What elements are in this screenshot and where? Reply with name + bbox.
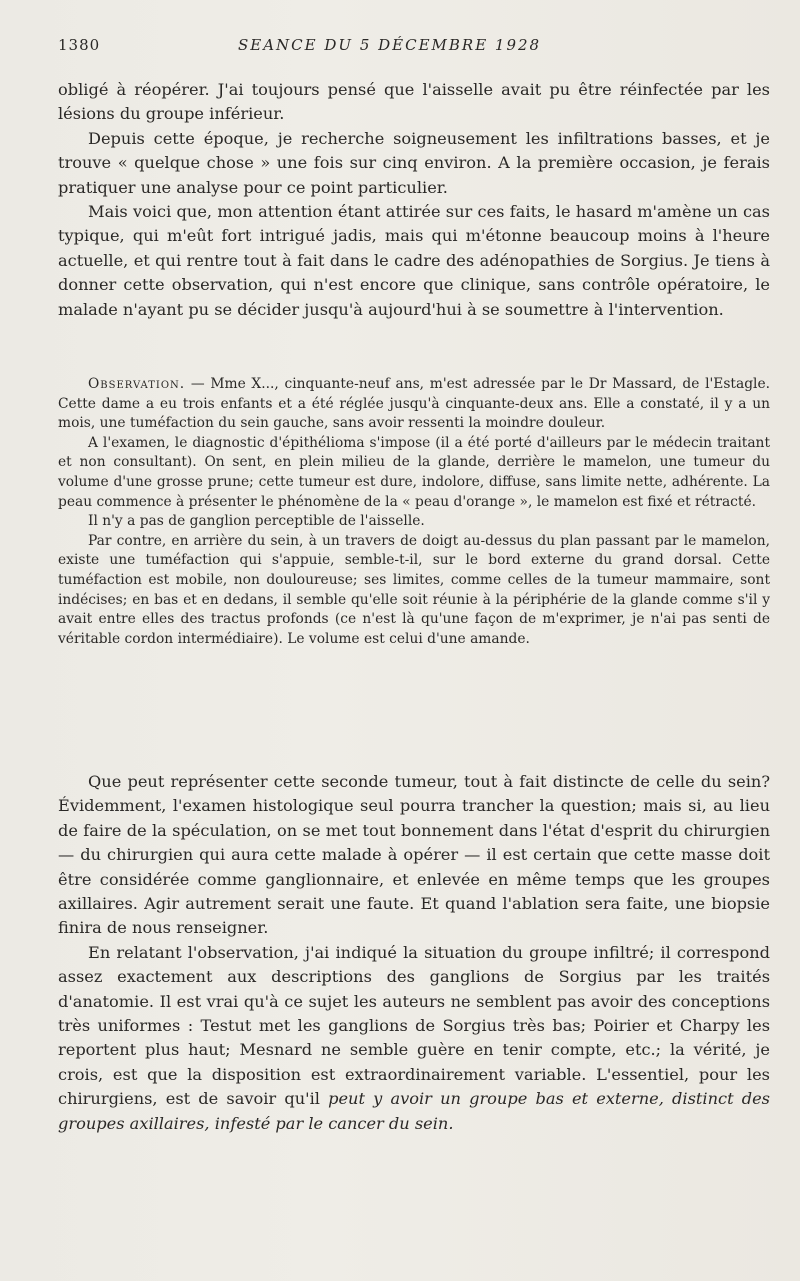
paragraph: obligé à réopérer. J'ai toujours pensé que l'aisselle avait pu être réinfectée par les lésions du groupe inférieur. — [58, 80, 770, 124]
page-header — [58, 36, 770, 58]
observation-block — [58, 375, 770, 649]
observation-paragraph — [58, 375, 770, 434]
observation-label: Observation. — [88, 376, 186, 392]
discussion-text — [58, 770, 770, 1136]
observation-text: — Mme X..., cinquante-neuf ans, m'est adressée par le Dr Massard, de l'Estagle. Cette dame a eu trois enfants et a été réglée jusqu'à cinquante-deux ans. Elle a constaté, il y a un mois, une tuméfaction du sein gauche, sans avoir ressenti la moindre douleur. — [58, 376, 770, 432]
observation-paragraph: Par contre, en arrière du sein, à un travers de doigt au-dessus du plan passant par le mamelon, existe une tuméfaction qui s'appuie, semble-t-il, sur le bord externe du grand dorsal. Cette tuméfaction est mobile, non douloureuse; ses limites, comme celles de la tumeur mammaire, sont indécises; en bas et en dedans, il semble qu'elle soit réunie à la périphérie de la glande comme s'il y avait entre elles des tractus profonds (ce n'est là qu'une façon de m'exprimer, je n'ai pas senti de véritable cordon intermédiaire). Le volume est celui d'une amande. — [58, 532, 770, 647]
paragraph: Depuis cette époque, je recherche soigneusement les infiltrations basses, et je trouve « quelque chose » une fois sur cinq environ. A la première occasion, je ferais pratiquer une analyse pour ce point particulier. — [58, 128, 770, 197]
page-number: 1380 — [58, 36, 101, 54]
paragraph: Que peut représenter cette seconde tumeur, tout à fait distincte de celle du sein? Évidemment, l'examen histologique seul pourra trancher la question; mais si, au lieu de faire de la spéculation, on se met tout bonnement dans l'état d'esprit du chirurgien — du chirurgien qui aura cette malade à opérer — il est certain que cette masse doit être considérée comme ganglionnaire, et enlevée en même temps que les groupes axillaires. Agir autrement serait une faute. Et quand l'ablation sera faite, une biopsie finira de nous renseigner. — [58, 772, 770, 938]
paragraph — [58, 941, 770, 1136]
italic-conclusion: peut y avoir un groupe bas et externe, distinct des groupes axillaires, infesté par le cancer du sein. — [58, 1089, 770, 1133]
observation-paragraph: Il n'y a pas de ganglion perceptible de l'aisselle. — [88, 513, 425, 530]
intro-text — [58, 78, 770, 322]
paragraph-text: En relatant l'observation, j'ai indiqué la situation du groupe infiltré; il correspond assez exactement aux descriptions des ganglions de Sorgius par les traités d'anatomie. Il est vrai qu'à ce sujet les auteurs ne semblent pas avoir des conceptions très uniformes : Testut met les ganglions de Sorgius très bas; Poirier et Charpy les reportent plus haut; Mesnard ne semble guère en tenir compte, etc.; la vérité, je crois, est que la disposition est extraordinairement variable. L'essentiel, pour les chirurgiens, est de savoir qu'il — [58, 942, 770, 1109]
running-title: SEANCE DU 5 DÉCEMBRE 1928 — [238, 36, 542, 54]
paragraph: Mais voici que, mon attention étant attirée sur ces faits, le hasard m'amène un cas typique, qui m'eût fort intrigué jadis, mais qui m'étonne beaucoup moins à l'heure actuelle, et qui rentre tout à fait dans le cadre des adénopathies de Sorgius. Je tiens à donner cette observation, qui n'est encore que clinique, sans contrôle opératoire, le malade n'ayant pu se décider jusqu'à aujourd'hui à se soumettre à l'intervention. — [58, 202, 770, 319]
observation-paragraph: A l'examen, le diagnostic d'épithélioma s'impose (il a été porté d'ailleurs par le médecin traitant et non consultant). On sent, en plein milieu de la glande, derrière le mamelon, une tumeur du volume d'une grosse prune; cette tumeur est dure, indolore, diffuse, sans limite nette, adhérente. La peau commence à présenter le phénomène de la « peau d'orange », le mamelon est fixé et rétracté. — [58, 434, 770, 510]
